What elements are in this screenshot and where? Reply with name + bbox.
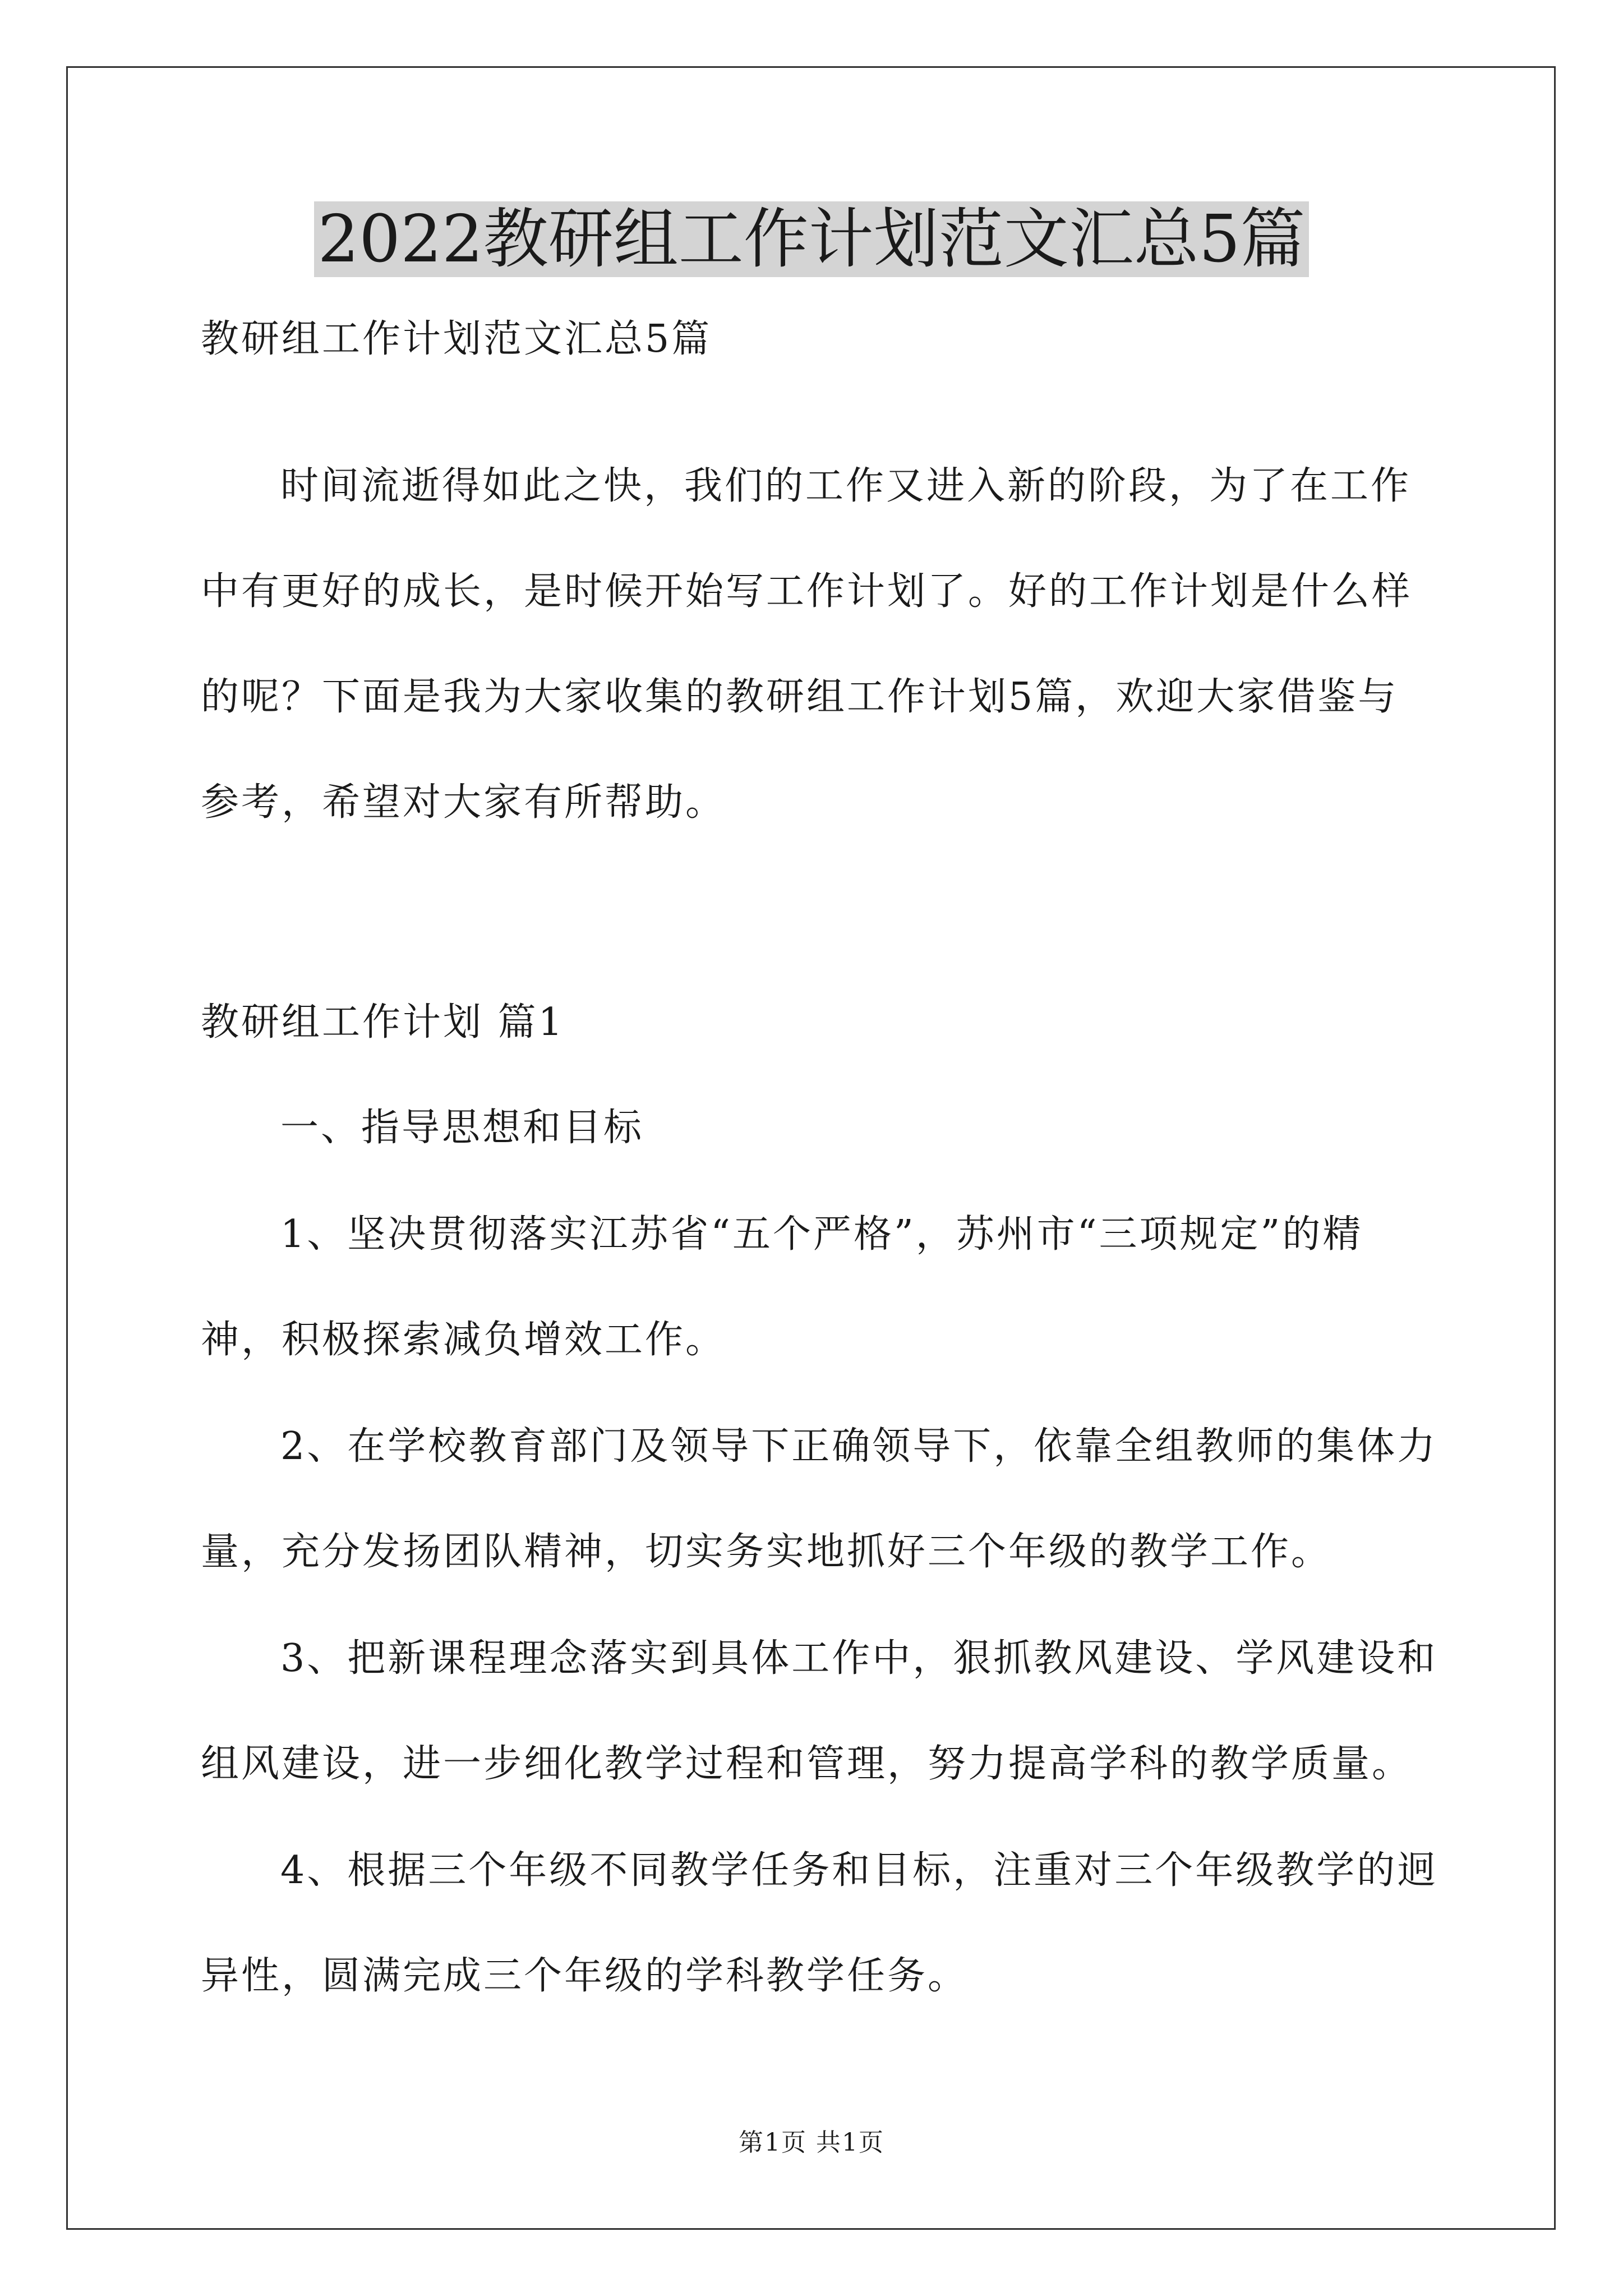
list-item-line: 2、在学校教育部门及领导下正确领导下，依靠全组教师的集体力: [280, 1424, 1438, 1469]
intro-line: 中有更好的成长，是时候开始写工作计划了。好的工作计划是什么样: [201, 569, 1413, 614]
list-item-line: 4、根据三个年级不同教学任务和目标，注重对三个年级教学的迥: [280, 1848, 1438, 1893]
list-item-line: 异性，圆满完成三个年级的学科教学任务。: [201, 1954, 969, 1998]
document-subtitle: 教研组工作计划范文汇总5篇: [201, 317, 712, 361]
document-title: 2022教研组工作计划范文汇总5篇: [0, 197, 1623, 282]
list-item-line: 神，积极探索减负增效工作。: [201, 1318, 726, 1362]
subsection-heading: 一、指导思想和目标: [280, 1106, 644, 1150]
list-item-line: 3、把新课程理念落实到具体工作中，狠抓教风建设、学风建设和: [280, 1636, 1438, 1681]
intro-line: 参考，希望对大家有所帮助。: [201, 780, 726, 825]
page-number: 第1页 共1页: [739, 2128, 884, 2157]
section-heading: 教研组工作计划 篇1: [201, 1000, 565, 1045]
list-item-line: 量，充分发扬团队精神，切实务实地抓好三个年级的教学工作。: [201, 1530, 1332, 1574]
list-item-line: 1、坚决贯彻落实江苏省“五个严格”，苏州市“三项规定”的精: [280, 1212, 1363, 1257]
list-item-line: 组风建设，进一步细化教学过程和管理，努力提高学科的教学质量。: [201, 1742, 1413, 1786]
intro-line: 时间流逝得如此之快，我们的工作又进入新的阶段，为了在工作: [280, 464, 1412, 508]
intro-line: 的呢？下面是我为大家收集的教研组工作计划5篇，欢迎大家借鉴与: [201, 675, 1399, 719]
